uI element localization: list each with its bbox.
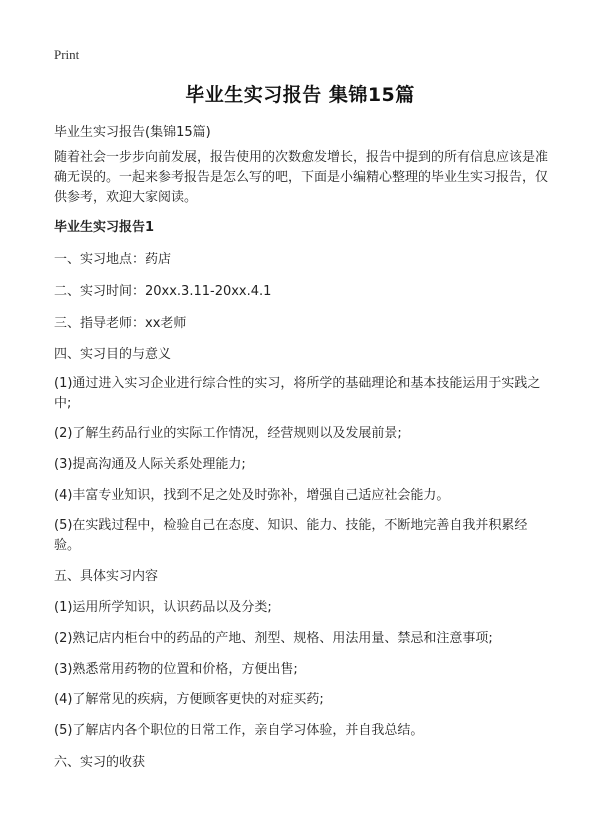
paragraph-purpose-2: (2)了解生药品行业的实际工作情况，经营规则以及发展前景; <box>54 426 402 441</box>
intro-paragraph: 随着社会一步步向前发展，报告使用的次数愈发增长，报告中提到的所有信息应该是准确无误的。一起来参考报告是怎么写的吧，下面是小编精心整理的毕业生实习报告，仅供参考，欢迎大家阅读。 <box>54 150 549 205</box>
paragraph-purpose-heading: 四、实习目的与意义 <box>54 347 172 362</box>
paragraph-content-heading: 五、具体实习内容 <box>54 569 159 584</box>
paragraph-time: 二、实习时间：20xx.3.11-20xx.4.1 <box>54 284 272 299</box>
paragraph-content-3: (3)熟悉常用药物的位置和价格，方便出售; <box>54 662 298 677</box>
print-label[interactable]: Print <box>54 47 80 62</box>
page-title: 毕业生实习报告 集锦15篇 <box>185 84 415 106</box>
paragraph-purpose-4: (4)丰富专业知识，找到不足之处及时弥补，增强自己适应社会能力。 <box>54 488 450 503</box>
section-heading: 毕业生实习报告1 <box>54 220 155 235</box>
paragraph-content-1: (1)运用所学知识，认识药品以及分类; <box>54 600 272 615</box>
paragraph-purpose-1: (1)通过进入实习企业进行综合性的实习，将所学的基础理论和基本技能运用于实践之中; <box>54 376 541 411</box>
paragraph-content-5: (5)了解店内各个职位的日常工作，亲自学习体验，并自我总结。 <box>54 723 424 738</box>
paragraph-purpose-5: (5)在实践过程中，检验自己在态度、知识、能力、技能，不断地完善自我并积累经验。 <box>54 518 528 553</box>
paragraph-teacher: 三、指导老师：xx老师 <box>54 316 187 331</box>
paragraph-content-2: (2)熟记店内柜台中的药品的产地、剂型、规格、用法用量、禁忌和注意事项; <box>54 631 493 646</box>
paragraph-harvest-heading: 六、实习的收获 <box>54 755 146 770</box>
paragraph-purpose-3: (3)提高沟通及人际关系处理能力; <box>54 457 246 472</box>
paragraph-content-4: (4)了解常见的疾病，方便顾客更快的对症买药; <box>54 692 324 707</box>
paragraph-location: 一、实习地点：药店 <box>54 252 172 267</box>
document-subtitle: 毕业生实习报告(集锦15篇) <box>54 125 211 140</box>
